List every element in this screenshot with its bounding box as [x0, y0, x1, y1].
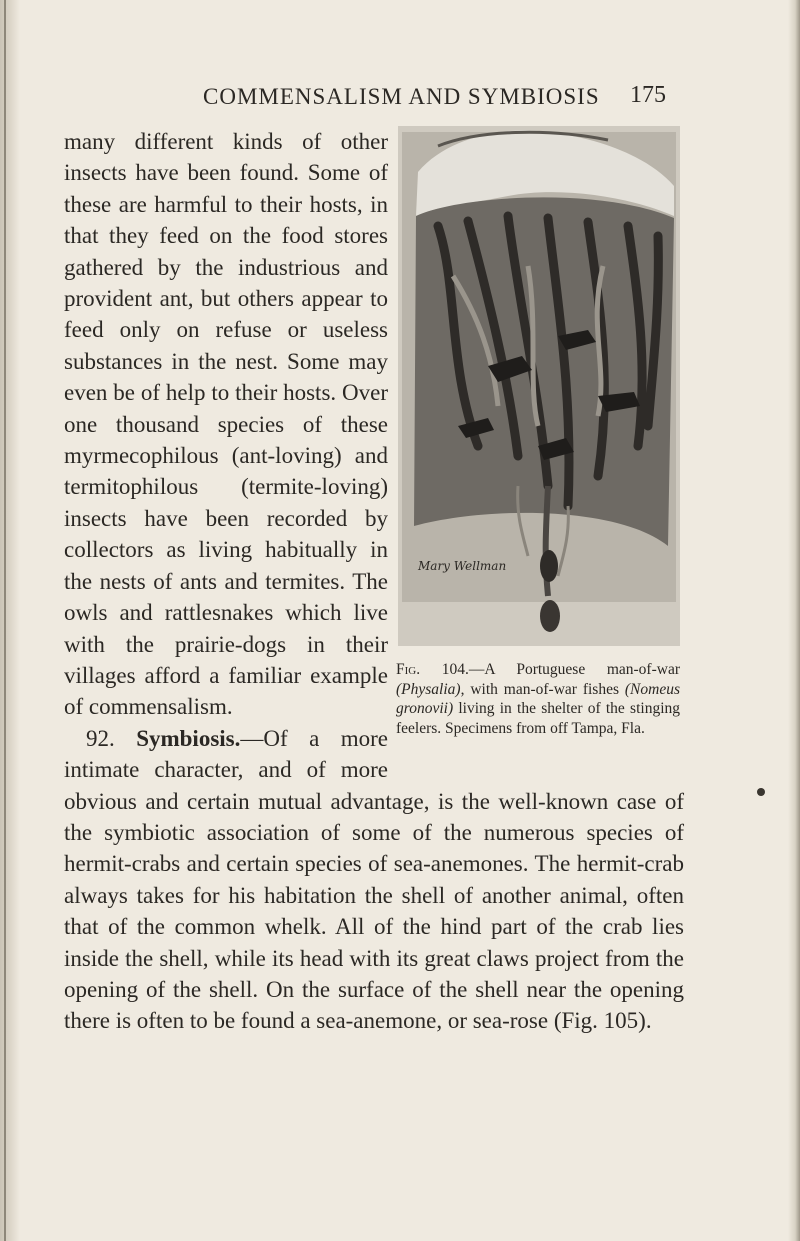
caption-text: —A Portuguese man-of-war — [468, 661, 680, 678]
caption-text3: living in the shelter of the stinging feelers. Specimens from off Tampa, Fla. — [396, 700, 680, 737]
caption-text2: , with man-of-war fishes — [460, 680, 619, 698]
caption-species: (Nomeus gronovii) — [396, 680, 680, 717]
artist-signature: Mary Wellman — [418, 559, 507, 573]
page-right-edge — [788, 0, 800, 1241]
man-of-war-illustration — [398, 126, 680, 646]
paragraph-symbiosis — [64, 723, 684, 1037]
running-head: COMMENSALISM AND SYMBIOSIS — [203, 84, 600, 109]
figure-caption — [396, 660, 680, 738]
page-number: 175 — [630, 82, 666, 108]
body-text — [64, 126, 684, 1037]
section-heading: Symbiosis. — [136, 725, 241, 751]
figure-104 — [396, 126, 684, 756]
section-number: 92. — [86, 725, 115, 751]
margin-mark — [757, 788, 765, 796]
caption-label: Fig. 104. — [396, 661, 469, 678]
caption-genus: (Physalia) — [396, 680, 461, 698]
page-header — [0, 78, 800, 118]
book-spine-shadow — [0, 0, 20, 1241]
symbiosis-text: —Of a more intimate character, and of more obvious and certain mutual advantage, is the well-known case of the symbiotic association of some of the numerous species of hermit-crabs and certain species of sea-anemones. The hermit-crab always takes for his habitation the shell of another animal, often that of the common whelk. All of the hind part of the crab lies inside the shell, while its head with its great claws project from the opening of the shell. On the surface of the shell near the opening there is often to be found a sea-anemone, or sea-rose (Fig. 105). — [64, 725, 684, 1034]
paragraph-commensalism: many different kinds of other insects have been found. Some of these are harmful to their hosts, in that they feed on the food stores gathered by the industrious and provident ant, but others appear to feed only on refuse or useless substances in the nest. Some may even be of help to their hosts. Over one thousand species of these myrmecophilous (ant-loving) and termitophilous (termite-loving) insects have been recorded by collectors as living habitually in the nests of ants and termites. The owls and rattlesnakes which live with the prairie-dogs in their villages afford a familiar example of commensalism. — [64, 129, 388, 720]
spine-edge-line — [4, 0, 6, 1241]
